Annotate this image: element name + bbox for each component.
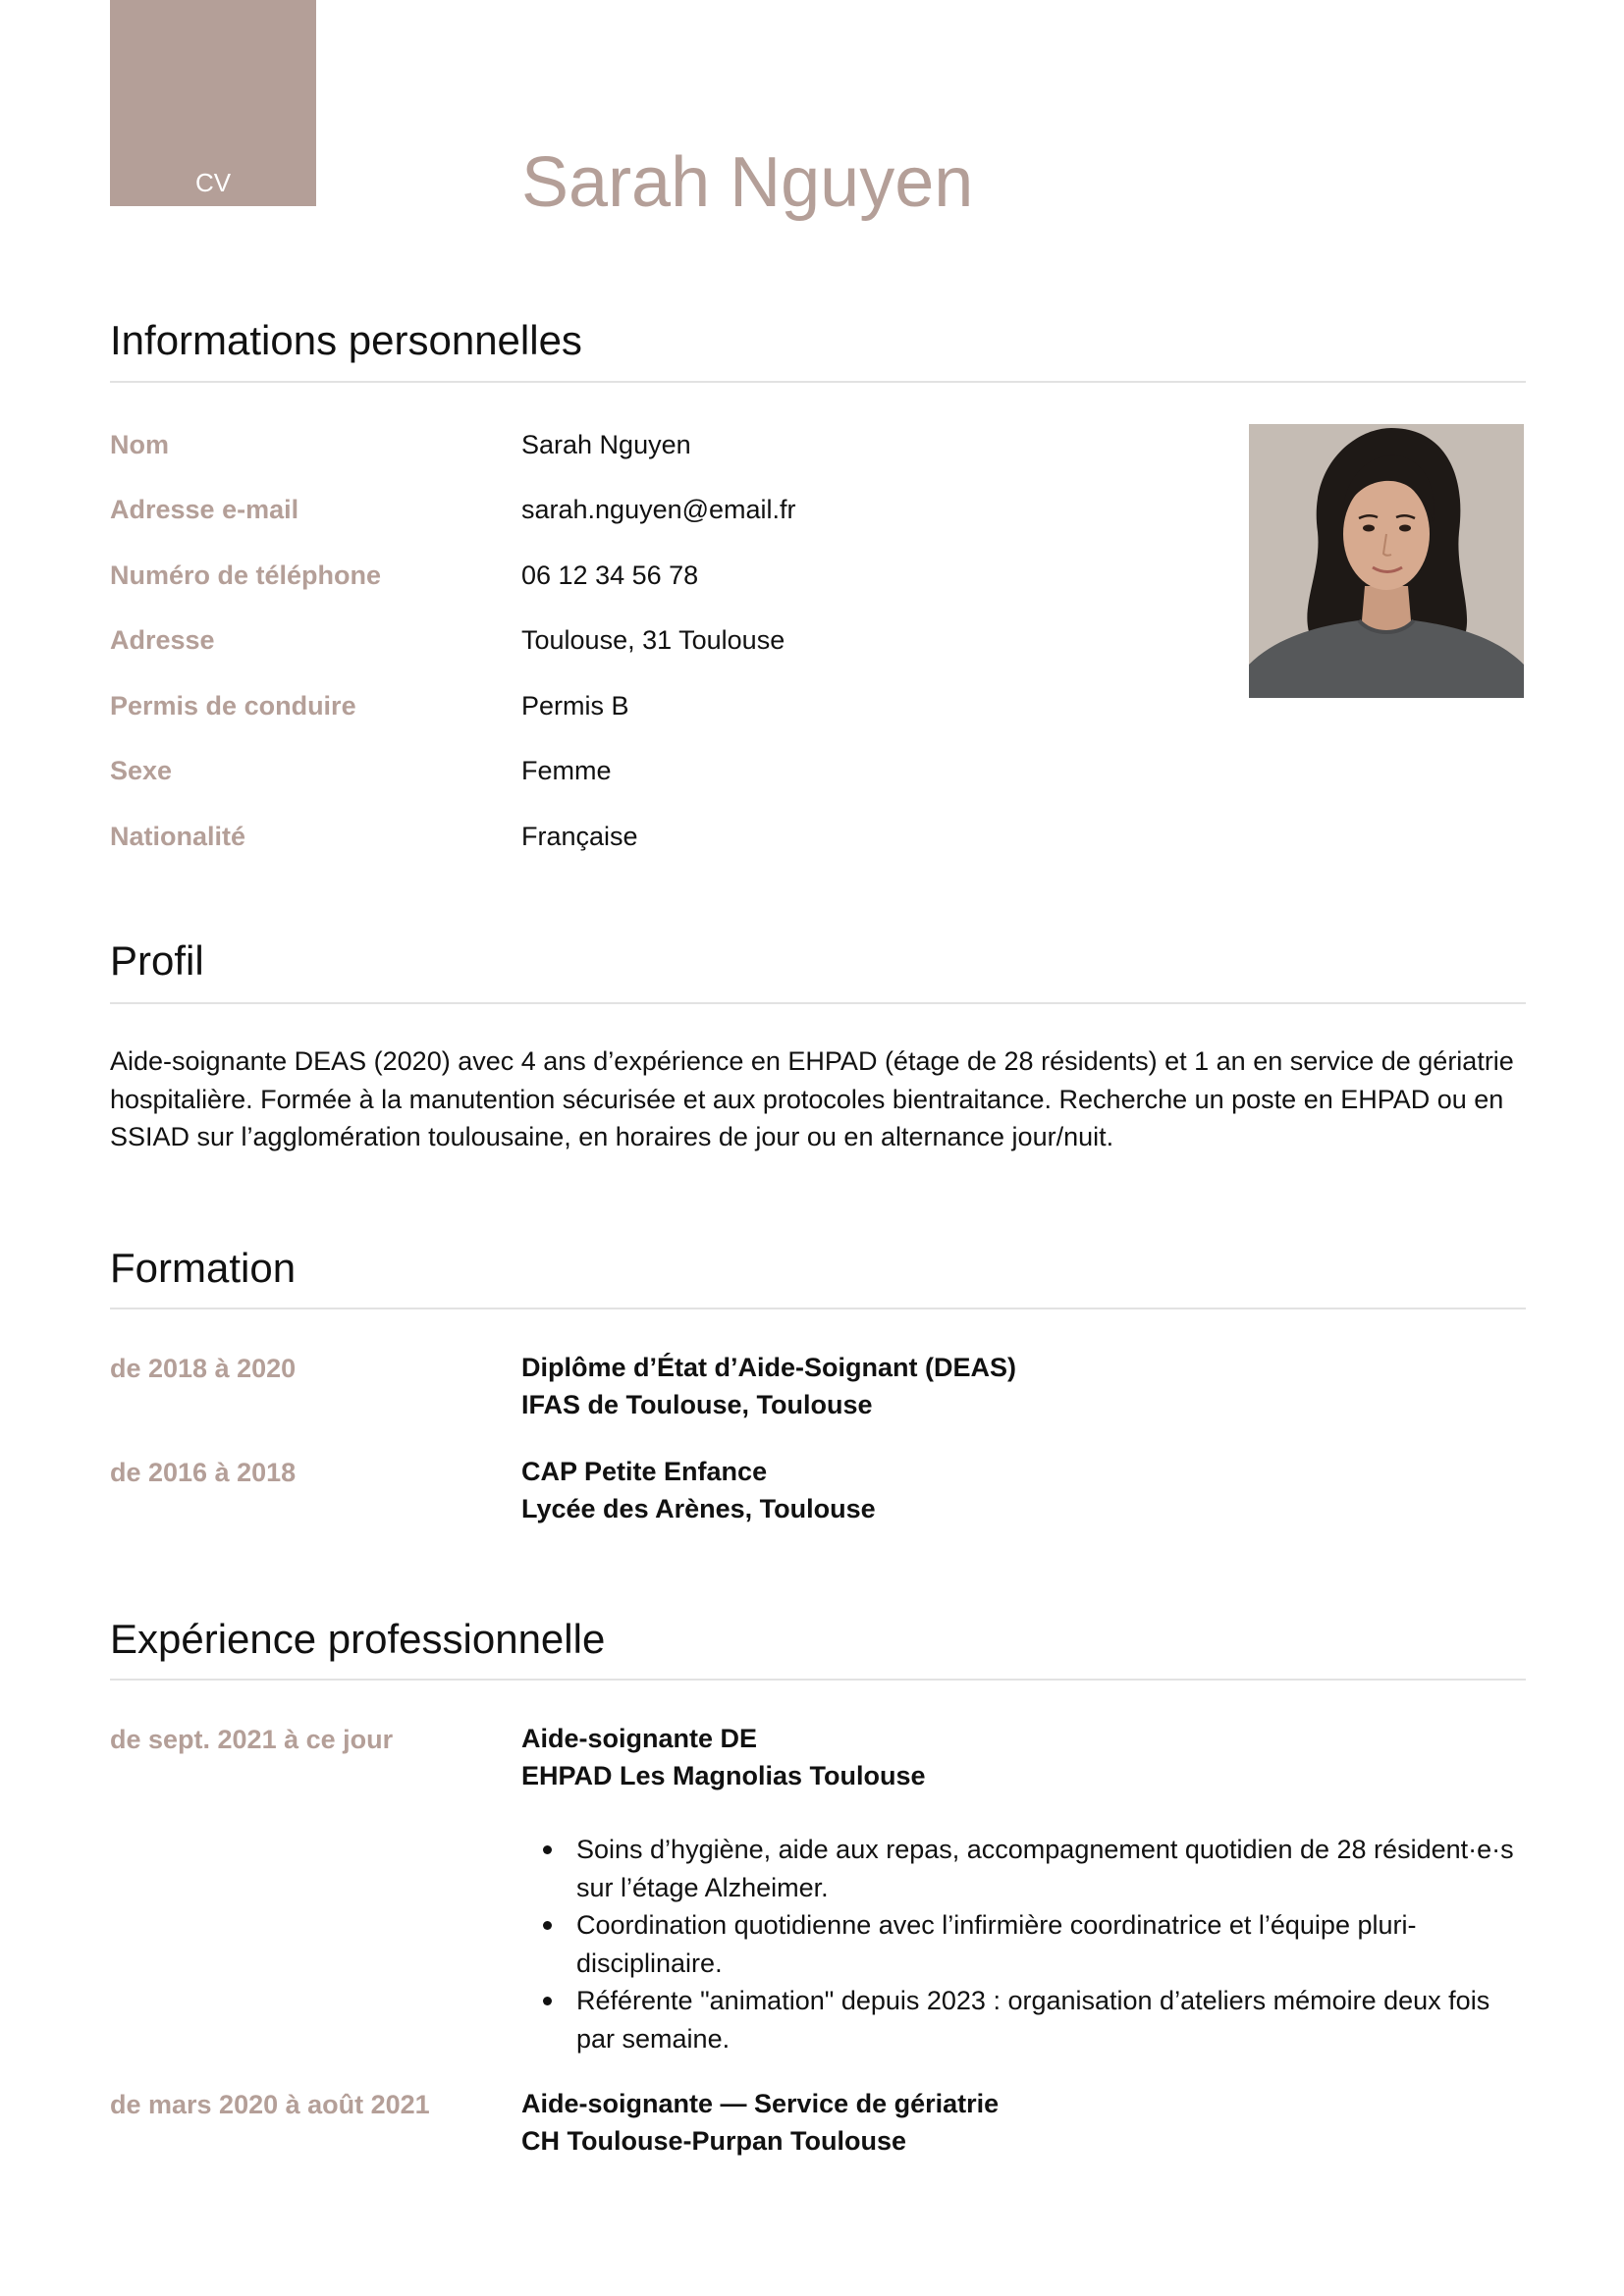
experience-title: Aide-soignante DE [521, 1724, 758, 1753]
experience-task: Référente "animation" depuis 2023 : organisation d’ateliers mémoire deux fois par semaine. [521, 1982, 1526, 2057]
education-title: CAP Petite Enfance [521, 1457, 768, 1486]
value-nationality: Française [521, 822, 638, 851]
experience-employer: EHPAD Les Magnolias Toulouse [521, 1761, 926, 1790]
label-email: Adresse e-mail [110, 495, 299, 524]
page-title: Sarah Nguyen [521, 143, 974, 222]
profile-summary: Aide-soignante DEAS (2020) avec 4 ans d’expérience en EHPAD (étage de 28 résidents) et 1 an en service de gériatrie hospitalière. Formée à la manutention sécurisée et aux protocoles bientraitance. Recherche un poste en EHPAD ou en SSIAD sur l’agglomération toulousaine, en horaires de jour ou en alternance jour/nuit. [110, 1046, 1514, 1151]
label-license: Permis de conduire [110, 691, 356, 721]
experience-dates: de mars 2020 à août 2021 [110, 2090, 430, 2119]
section-divider [110, 1679, 1526, 1681]
experience-title: Aide-soignante — Service de gériatrie [521, 2089, 1000, 2118]
cv-badge-label: CV [194, 168, 232, 197]
education-entry [521, 1453, 876, 1527]
section-title-experience: Expérience professionnelle [110, 1616, 606, 1662]
experience-task: Soins d’hygiène, aide aux repas, accompagnement quotidien de 28 résident·e·s sur l’étage Alzheimer. [521, 1831, 1526, 1906]
section-title-education: Formation [110, 1245, 297, 1291]
education-title: Diplôme d’État d’Aide-Soignant (DEAS) [521, 1353, 1016, 1382]
section-title-personal: Informations personnelles [110, 317, 582, 363]
section-divider [110, 381, 1526, 383]
value-phone: 06 12 34 56 78 [521, 561, 699, 590]
section-divider [110, 1308, 1526, 1309]
value-address: Toulouse, 31 Toulouse [521, 625, 785, 655]
label-name: Nom [110, 430, 169, 459]
experience-dates: de sept. 2021 à ce jour [110, 1725, 394, 1754]
value-name: Sarah Nguyen [521, 430, 691, 459]
section-title-profile: Profil [110, 937, 204, 984]
education-dates: de 2018 à 2020 [110, 1354, 297, 1383]
cv-badge [110, 0, 316, 206]
value-license: Permis B [521, 691, 629, 721]
education-school: IFAS de Toulouse, Toulouse [521, 1390, 873, 1419]
experience-entry [521, 2085, 999, 2160]
profile-photo [1249, 424, 1524, 698]
education-school: Lycée des Arènes, Toulouse [521, 1494, 876, 1523]
label-nationality: Nationalité [110, 822, 246, 851]
experience-task: Coordination quotidienne avec l’infirmière coordinatrice et l’équipe pluri-disciplinaire. [521, 1906, 1526, 1982]
label-phone: Numéro de téléphone [110, 561, 382, 590]
experience-tasks [521, 1831, 1526, 2057]
experience-employer: CH Toulouse-Purpan Toulouse [521, 2126, 906, 2156]
value-gender: Femme [521, 756, 612, 785]
section-divider [110, 1002, 1526, 1004]
label-address: Adresse [110, 625, 215, 655]
education-dates: de 2016 à 2018 [110, 1458, 297, 1487]
value-email[interactable]: sarah.nguyen@email.fr [521, 495, 796, 524]
label-gender: Sexe [110, 756, 173, 785]
experience-entry [521, 1720, 926, 1794]
education-entry [521, 1349, 1016, 1423]
